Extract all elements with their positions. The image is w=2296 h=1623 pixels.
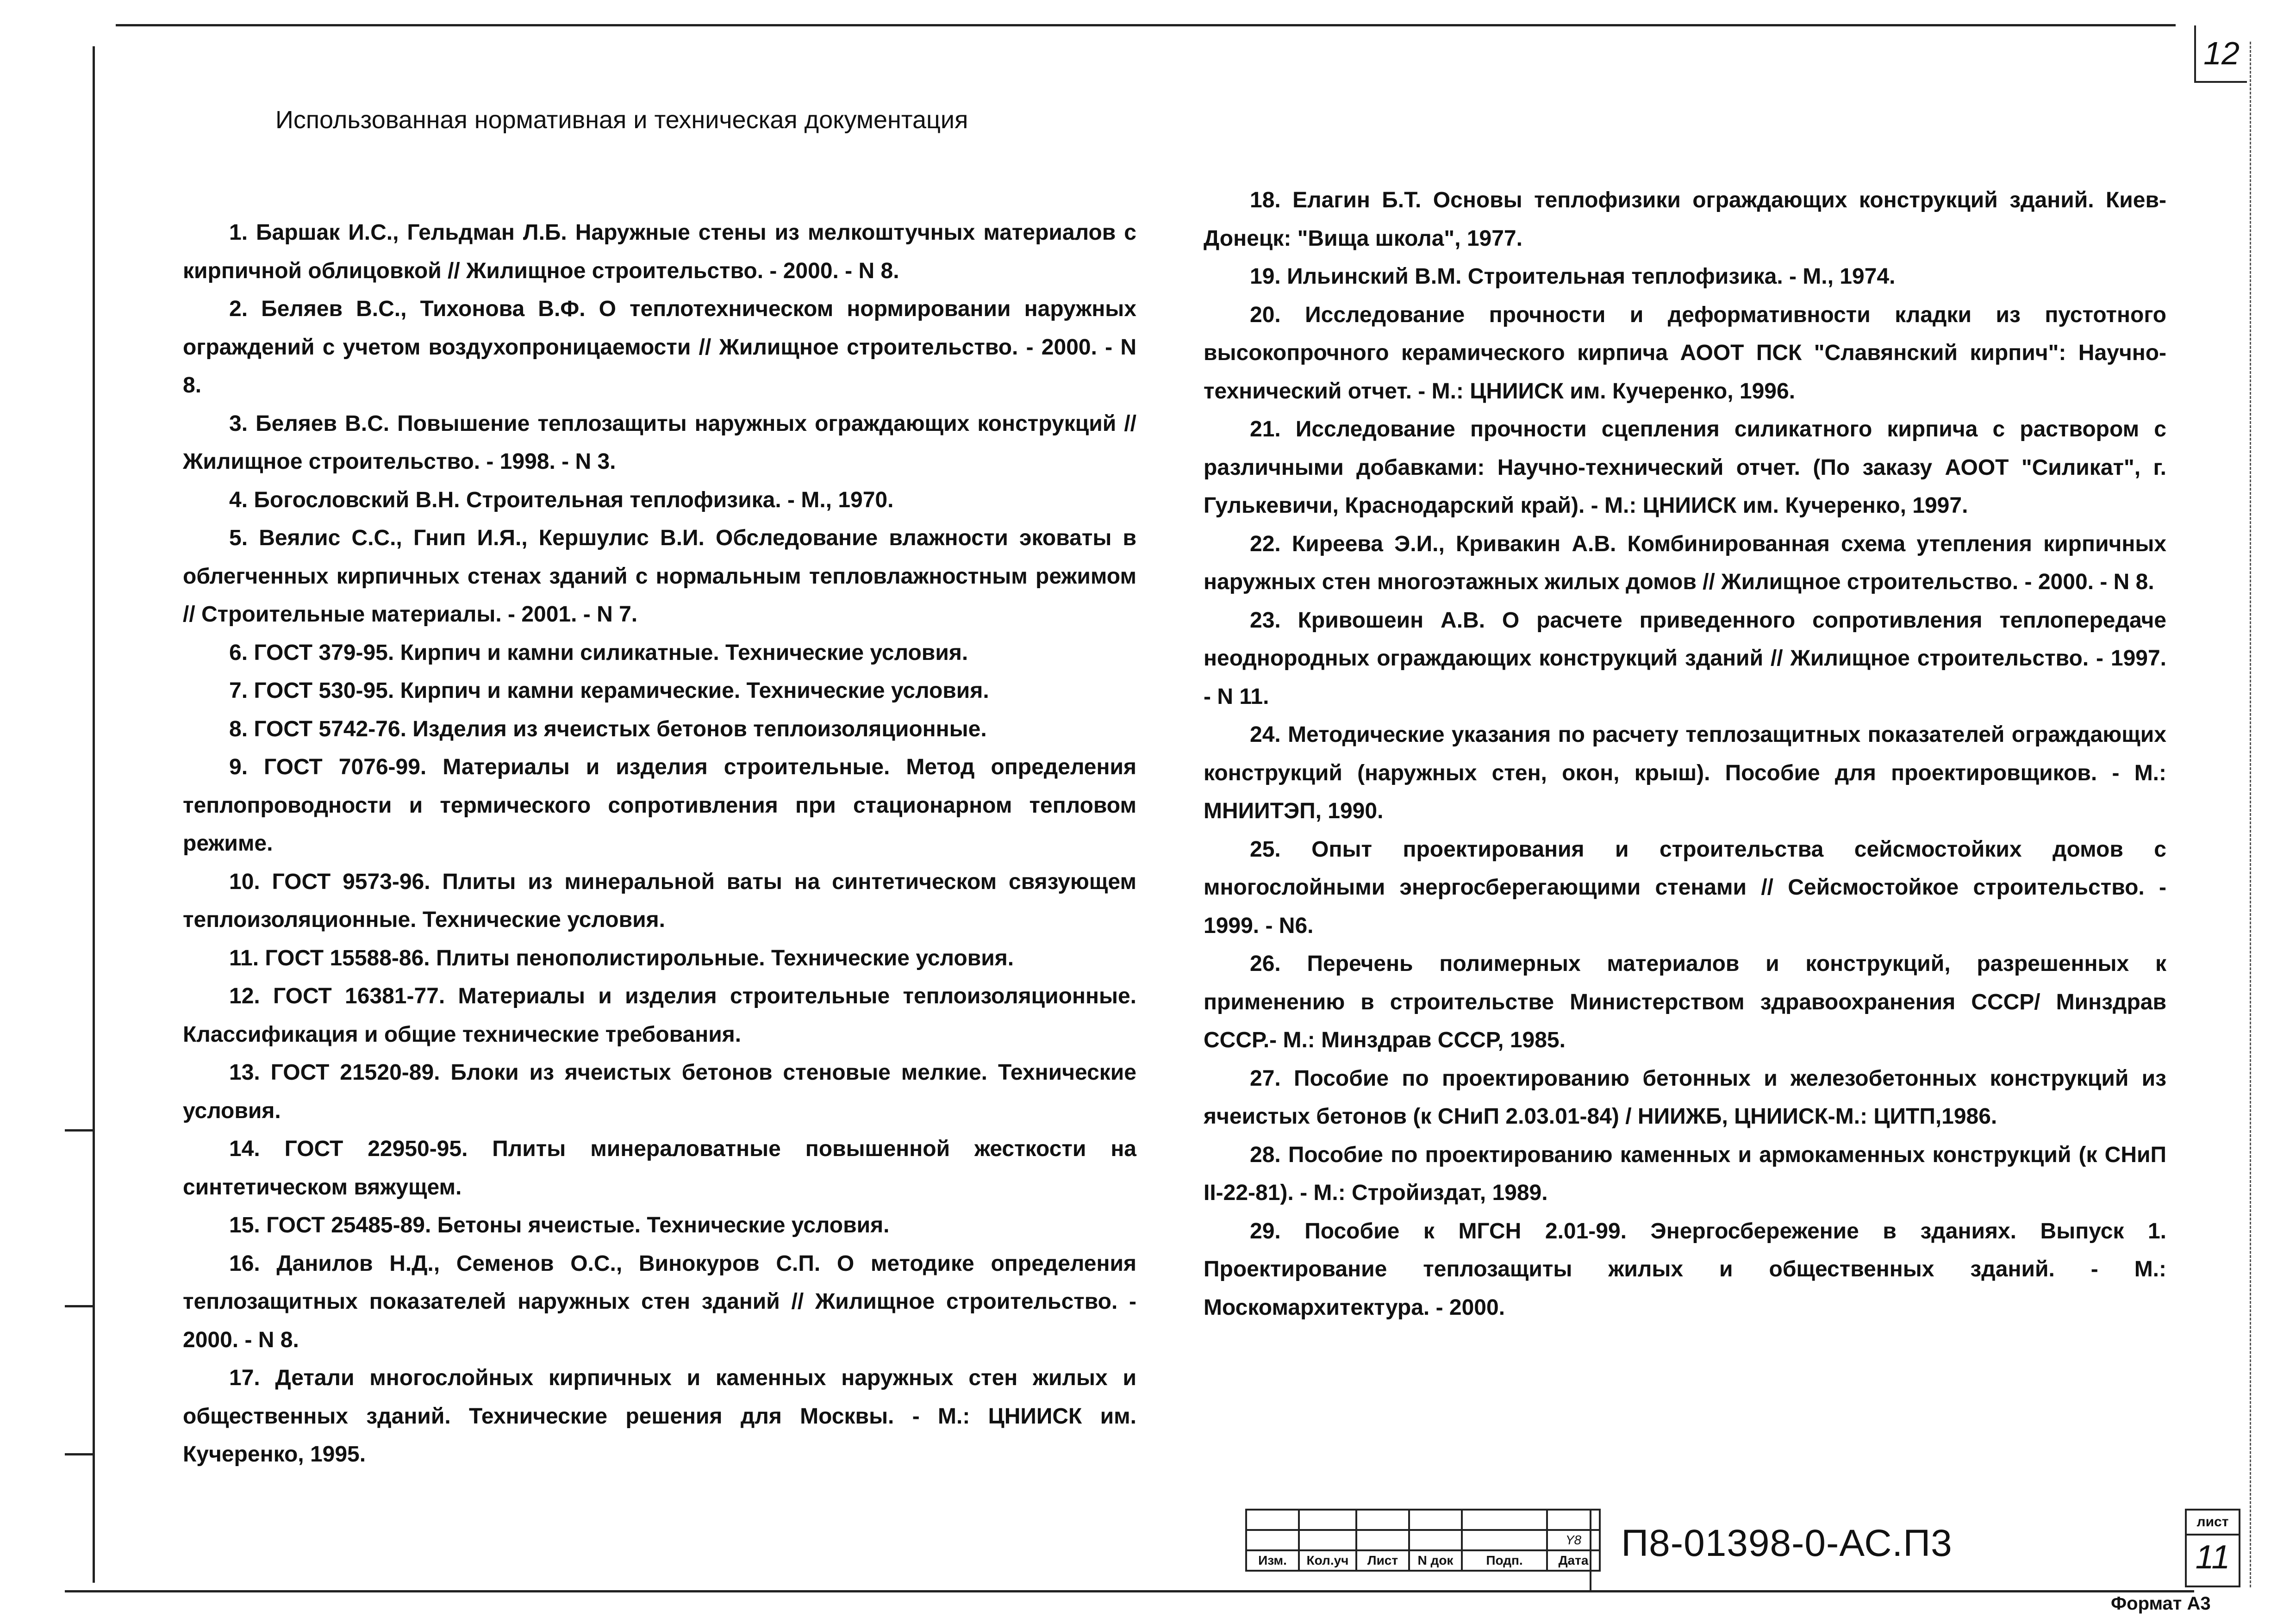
reference-item: 8. ГОСТ 5742-76. Изделия из ячеистых бетонов теплоизоляционные. (229, 716, 987, 741)
column-header-izm: Изм. (1246, 1550, 1299, 1571)
reference-item: 7. ГОСТ 530-95. Кирпич и камни керамические. Технические условия. (229, 678, 989, 703)
corner-sheet-number: 12 (2194, 25, 2247, 83)
date-mark: Y8 (1547, 1530, 1600, 1550)
binding-tick (65, 1453, 93, 1455)
revision-cell (1299, 1530, 1356, 1550)
reference-item: 17. Детали многослойных кирпичных и каменных наружных стен жилых и общественных зданий. Технические решения для Москвы. - М.: ЦНИИСК им. Кучеренко, 1995. (183, 1366, 1136, 1467)
sheet-number: 11 (2195, 1539, 2230, 1576)
reference-item: 14. ГОСТ 22950-95. Плиты минераловатные повышенной жесткости на синтетическом вяжущем. (183, 1137, 1136, 1200)
revision-cell (1547, 1510, 1600, 1530)
reference-item: 15. ГОСТ 25485-89. Бетоны ячеистые. Технические условия. (229, 1213, 890, 1237)
references-left-column (183, 214, 1136, 1474)
column-header-kol-uch: Кол.уч (1299, 1550, 1356, 1571)
frame-left-line (93, 46, 95, 1583)
reference-item: 24. Методические указания по расчету теплозащитных показателей ограждающих конструкций (наружных стен, окон, крыш). Пособие для проектировщиков. - М.: МНИИТЭП, 1990. (1204, 722, 2166, 823)
binding-tick (65, 1129, 93, 1132)
revision-cell (1299, 1510, 1356, 1530)
reference-item: 16. Данилов Н.Д., Семенов О.С., Винокуров С.П. О методике определения теплозащитных показателей наружных стен зданий // Жилищное строительство. - 2000. - N 8. (183, 1251, 1136, 1352)
reference-item: 25. Опыт проектирования и строительства сейсмостойких домов с многослойными энергосберегающими стенами // Сейсмостойкое строительство. - 1999. - N6. (1204, 837, 2166, 938)
frame-right-line (2250, 42, 2251, 1587)
column-header-podp: Подп. (1462, 1550, 1547, 1571)
reference-item: 5. Веялис С.С., Гнип И.Я., Кершулис В.И. Обследование влажности эковаты в облегченных кирпичных стенах зданий с нормальным тепловлажностным режимом // Строительные материалы. - 2001. - N 7. (183, 526, 1136, 627)
revision-cell (1409, 1510, 1462, 1530)
sheet-label: лист (2187, 1511, 2239, 1536)
binding-tick (65, 1305, 93, 1307)
references-right-column (1204, 181, 2166, 1327)
revision-cell (1462, 1510, 1547, 1530)
paper-format: Формат А3 (2111, 1593, 2211, 1614)
revision-cell (1246, 1510, 1299, 1530)
reference-item: 27. Пособие по проектированию бетонных и железобетонных конструкций из ячеистых бетонов (к СНиП 2.03.01-84) / НИИЖБ, ЦНИИСК-М.: ЦИТП,1986. (1204, 1066, 2166, 1129)
revision-table (1245, 1509, 1601, 1572)
reference-item: 23. Кривошеин А.В. О расчете приведенного сопротивления теплопередаче неоднородных ограждающих конструкций зданий // Жилищное строительство. - 1997. - N 11. (1204, 608, 2166, 709)
revision-cell (1462, 1530, 1547, 1550)
column-header-n-dok: N док (1409, 1550, 1462, 1571)
reference-item: 6. ГОСТ 379-95. Кирпич и камни силикатные. Технические условия. (229, 640, 968, 665)
reference-item: 11. ГОСТ 15588-86. Плиты пенополистирольные. Технические условия. (229, 945, 1014, 970)
reference-item: 2. Беляев В.С., Тихонова В.Ф. О теплотехническом нормировании наружных ограждений с учетом воздухопроницаемости // Жилищное строительство. - 2000. - N 8. (183, 297, 1136, 398)
reference-item: 21. Исследование прочности сцепления силикатного кирпича с раствором с различными добавками: Научно-технический отчет. (По заказу АООТ "Силикат", г. Гулькевичи, Краснодарский край). - М.: ЦНИИСК им. Кучеренко, 1997. (1204, 417, 2166, 518)
reference-item: 10. ГОСТ 9573-96. Плиты из минеральной ваты на синтетическом связующем теплоизоляционные. Технические условия. (183, 869, 1136, 932)
reference-item: 18. Елагин Б.Т. Основы теплофизики ограждающих конструкций зданий. Киев-Донецк: "Вища школа", 1977. (1204, 188, 2166, 251)
document-code: П8-01398-0-АС.П3 (1621, 1522, 1953, 1564)
reference-item: 26. Перечень полимерных материалов и конструкций, разрешенных к применению в строительстве Министерством здравоохранения СССР/ Минздрав СССР.- М.: Минздрав СССР, 1985. (1204, 951, 2166, 1052)
revision-cell (1356, 1510, 1409, 1530)
reference-item: 29. Пособие к МГСН 2.01-99. Энергосбережение в зданиях. Выпуск 1. Проектирование теплозащиты жилых и общественных зданий. - М.: Москомархитектура. - 2000. (1204, 1219, 2166, 1320)
reference-item: 9. ГОСТ 7076-99. Материалы и изделия строительные. Метод определения теплопроводности и термического сопротивления при стационарном тепловом режиме. (183, 755, 1136, 856)
revision-cell (1246, 1530, 1299, 1550)
column-header-data: Дата (1547, 1550, 1600, 1571)
title-block (1245, 1509, 2230, 1592)
reference-item: 22. Киреева Э.И., Кривакин А.В. Комбинированная схема утепления кирпичных наружных стен многоэтажных жилых домов // Жилищное строительство. - 2000. - N 8. (1204, 531, 2166, 594)
revision-cell (1409, 1530, 1462, 1550)
reference-item: 13. ГОСТ 21520-89. Блоки из ячеистых бетонов стеновые мелкие. Технические условия. (183, 1060, 1136, 1123)
reference-item: 3. Беляев В.С. Повышение теплозащиты наружных ограждающих конструкций // Жилищное строительство. - 1998. - N 3. (183, 411, 1136, 474)
column-header-list: Лист (1356, 1550, 1409, 1571)
frame-top-line (116, 24, 2176, 26)
reference-item: 28. Пособие по проектированию каменных и армокаменных конструкций (к СНиП II-22-81). - М.: Стройиздат, 1989. (1204, 1142, 2166, 1205)
revision-cell (1356, 1530, 1409, 1550)
reference-item: 19. Ильинский В.М. Строительная теплофизика. - М., 1974. (1250, 264, 1896, 289)
reference-item: 4. Богословский В.Н. Строительная теплофизика. - М., 1970. (229, 487, 894, 512)
reference-item: 12. ГОСТ 16381-77. Материалы и изделия строительные теплоизоляционные. Классификация и общие технические требования. (183, 984, 1136, 1047)
reference-item: 20. Исследование прочности и деформативности кладки из пустотного высокопрочного керамического кирпича АООТ ПСК "Славянский кирпич": Научно-технический отчет. - М.: ЦНИИСК им. Кучеренко, 1996. (1204, 302, 2166, 404)
page-title: Использованная нормативная и техническая документация (275, 106, 968, 134)
sheet-box (2185, 1509, 2240, 1587)
reference-item: 1. Баршак И.С., Гельдман Л.Б. Наружные стены из мелкоштучных материалов с кирпичной облицовкой // Жилищное строительство. - 2000. - N 8. (183, 220, 1136, 283)
stamp-divider (1590, 1509, 1591, 1592)
